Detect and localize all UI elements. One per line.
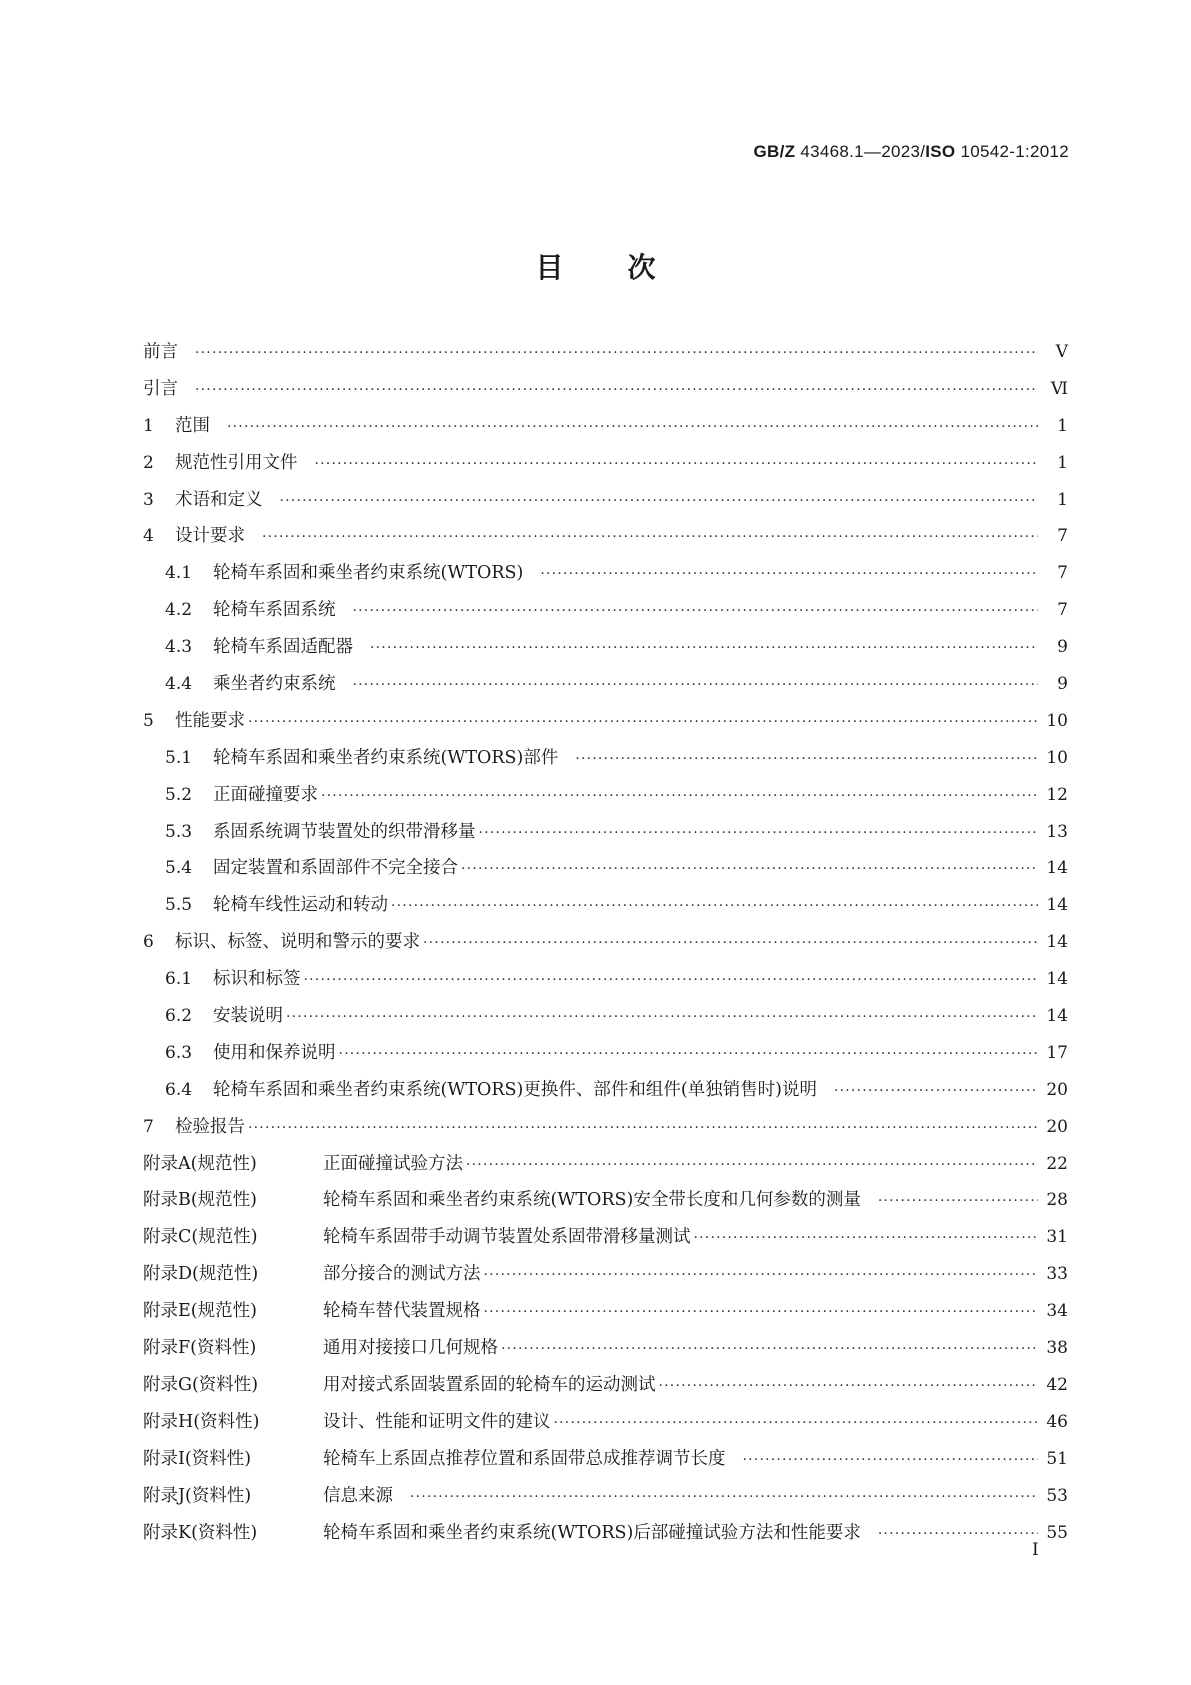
toc-entry-number: 6.2 bbox=[165, 1006, 193, 1027]
toc-subsection-entry[interactable] bbox=[143, 559, 1068, 596]
toc-annex-label: 附录C(规范性) bbox=[143, 1227, 258, 1248]
toc-entry-number: 6 bbox=[143, 932, 154, 953]
table-of-contents bbox=[143, 338, 1068, 1555]
toc-entry-title: 标识和标签 bbox=[213, 969, 301, 990]
toc-page-number: 14 bbox=[1046, 1006, 1068, 1027]
toc-annex-label: 附录K(资料性) bbox=[143, 1522, 258, 1543]
toc-subsection-entry[interactable] bbox=[143, 1039, 1068, 1076]
toc-annex-entry[interactable] bbox=[143, 1223, 1068, 1260]
toc-entry-title: 正面碰撞试验方法 bbox=[323, 1153, 463, 1174]
toc-subsection-entry[interactable] bbox=[143, 854, 1068, 891]
toc-dot-leader bbox=[540, 566, 1038, 582]
toc-entry-number: 4.2 bbox=[165, 600, 193, 621]
toc-entry-number: 7 bbox=[143, 1116, 154, 1137]
toc-entry-title: 术语和定义 bbox=[175, 489, 263, 510]
toc-entry[interactable] bbox=[143, 449, 1068, 486]
toc-page-number: 13 bbox=[1046, 821, 1068, 842]
toc-dot-leader bbox=[575, 751, 1038, 767]
toc-subsection-entry[interactable] bbox=[143, 965, 1068, 1002]
toc-entry[interactable] bbox=[143, 338, 1068, 375]
toc-entry-title: 信息来源 bbox=[323, 1485, 393, 1506]
toc-dot-leader bbox=[410, 1489, 1038, 1505]
toc-entry-title: 轮椅车系固系统 bbox=[213, 600, 336, 621]
toc-dot-leader bbox=[227, 419, 1038, 435]
toc-entry-number: 5.1 bbox=[165, 747, 193, 768]
toc-dot-leader bbox=[248, 1120, 1038, 1136]
toc-entry-title: 规范性引用文件 bbox=[175, 452, 298, 473]
toc-subsection-entry[interactable] bbox=[143, 633, 1068, 670]
toc-entry-number: 4.4 bbox=[165, 674, 193, 695]
toc-entry-number: 5.2 bbox=[165, 784, 193, 805]
toc-entry-title: 轮椅车替代装置规格 bbox=[323, 1301, 481, 1322]
toc-annex-label: 附录B(规范性) bbox=[143, 1190, 258, 1211]
toc-subsection-entry[interactable] bbox=[143, 596, 1068, 633]
toc-subsection-entry[interactable] bbox=[143, 1076, 1068, 1113]
toc-dot-leader bbox=[339, 1046, 1039, 1062]
toc-dot-leader bbox=[280, 493, 1039, 509]
toc-entry-title: 轮椅车上系固点推荐位置和系固带总成推荐调节长度 bbox=[323, 1448, 726, 1469]
toc-entry-title: 范围 bbox=[175, 415, 210, 436]
toc-page-number: 14 bbox=[1046, 969, 1068, 990]
toc-page-number: 7 bbox=[1057, 563, 1068, 584]
toc-entry-number: 4 bbox=[143, 526, 154, 547]
toc-entry-title: 固定装置和系固部件不完全接合 bbox=[213, 858, 458, 879]
toc-annex-label: 附录A(规范性) bbox=[143, 1153, 257, 1174]
toc-subsection-entry[interactable] bbox=[143, 670, 1068, 707]
toc-annex-entry[interactable] bbox=[143, 1445, 1068, 1482]
toc-annex-entry[interactable] bbox=[143, 1371, 1068, 1408]
toc-entry-title: 轮椅车系固适配器 bbox=[213, 637, 353, 658]
toc-dot-leader bbox=[315, 456, 1039, 472]
toc-entry[interactable] bbox=[143, 486, 1068, 523]
toc-page-number: 33 bbox=[1046, 1264, 1068, 1285]
toc-entry[interactable] bbox=[143, 707, 1068, 744]
toc-dot-leader bbox=[353, 603, 1039, 619]
toc-page-number: 53 bbox=[1046, 1485, 1068, 1506]
toc-dot-leader bbox=[878, 1526, 1038, 1542]
toc-subsection-entry[interactable] bbox=[143, 1002, 1068, 1039]
toc-page-number: 9 bbox=[1057, 637, 1068, 658]
toc-page-number: 1 bbox=[1057, 415, 1068, 436]
toc-entry[interactable] bbox=[143, 1113, 1068, 1150]
toc-dot-leader bbox=[286, 1009, 1038, 1025]
toc-entry-number: 6.1 bbox=[165, 969, 193, 990]
toc-entry[interactable] bbox=[143, 375, 1068, 412]
toc-entry-title: 前言 bbox=[143, 342, 178, 362]
toc-dot-leader bbox=[304, 972, 1039, 988]
toc-page-number: 7 bbox=[1057, 600, 1068, 621]
toc-annex-label: 附录E(规范性) bbox=[143, 1301, 257, 1322]
toc-entry-title: 检验报告 bbox=[175, 1116, 245, 1137]
toc-page-number: 38 bbox=[1046, 1338, 1068, 1359]
toc-dot-leader bbox=[423, 935, 1038, 951]
toc-page-number: 20 bbox=[1046, 1079, 1068, 1100]
toc-dot-leader bbox=[479, 825, 1039, 841]
page-title: 目次 bbox=[535, 251, 720, 284]
toc-entry-title: 设计要求 bbox=[175, 526, 245, 547]
toc-entry-title: 轮椅车系固和乘坐者约束系统(WTORS)更换件、部件和组件(单独销售时)说明 bbox=[213, 1079, 817, 1100]
toc-annex-entry[interactable] bbox=[143, 1297, 1068, 1334]
toc-entry-number: 6.3 bbox=[165, 1042, 193, 1063]
document-code bbox=[754, 142, 1069, 162]
toc-entry[interactable] bbox=[143, 522, 1068, 559]
toc-entry-title: 轮椅车系固和乘坐者约束系统(WTORS)部件 bbox=[213, 747, 559, 768]
toc-dot-leader bbox=[370, 640, 1038, 656]
toc-dot-leader bbox=[554, 1415, 1039, 1431]
toc-dot-leader bbox=[501, 1341, 1038, 1357]
toc-entry-title: 乘坐者约束系统 bbox=[213, 674, 336, 695]
toc-dot-leader bbox=[391, 898, 1038, 914]
toc-dot-leader bbox=[466, 1157, 1038, 1173]
toc-subsection-entry[interactable] bbox=[143, 891, 1068, 928]
document-code-iso-number: 10542-1:2012 bbox=[955, 142, 1069, 161]
toc-entry-number: 3 bbox=[143, 489, 154, 510]
toc-annex-label: 附录D(规范性) bbox=[143, 1264, 259, 1285]
toc-entry[interactable] bbox=[143, 928, 1068, 965]
toc-entry-title: 性能要求 bbox=[175, 710, 245, 731]
toc-page-number: 9 bbox=[1057, 674, 1068, 695]
toc-annex-entry[interactable] bbox=[143, 1334, 1068, 1371]
toc-annex-label: 附录I(资料性) bbox=[143, 1448, 252, 1469]
toc-entry-number: 5.4 bbox=[165, 858, 193, 879]
toc-annex-entry[interactable] bbox=[143, 1408, 1068, 1445]
toc-dot-leader bbox=[262, 529, 1038, 545]
toc-dot-leader bbox=[195, 345, 1038, 361]
toc-dot-leader bbox=[694, 1230, 1039, 1246]
toc-page-number: 55 bbox=[1046, 1522, 1068, 1543]
toc-page-number: 12 bbox=[1046, 784, 1068, 805]
toc-entry[interactable] bbox=[143, 412, 1068, 449]
toc-page-number: 22 bbox=[1046, 1153, 1068, 1174]
toc-annex-label: 附录F(资料性) bbox=[143, 1338, 257, 1359]
toc-page-number: 42 bbox=[1046, 1374, 1068, 1395]
toc-annex-label: 附录J(资料性) bbox=[143, 1485, 252, 1506]
toc-entry-number: 6.4 bbox=[165, 1079, 193, 1100]
toc-entry-title: 部分接合的测试方法 bbox=[323, 1264, 481, 1285]
toc-entry-title: 引言 bbox=[143, 378, 178, 399]
toc-entry-title: 轮椅车线性运动和转动 bbox=[213, 895, 388, 916]
toc-dot-leader bbox=[878, 1193, 1038, 1209]
toc-page-number: 14 bbox=[1046, 858, 1068, 879]
toc-page-number: 10 bbox=[1046, 747, 1068, 768]
toc-entry-title: 标识、标签、说明和警示的要求 bbox=[175, 932, 420, 953]
toc-annex-entry[interactable] bbox=[143, 1260, 1068, 1297]
toc-annex-label: 附录G(资料性) bbox=[143, 1374, 259, 1395]
toc-dot-leader bbox=[834, 1083, 1038, 1099]
toc-dot-leader bbox=[743, 1452, 1039, 1468]
toc-page-number: 14 bbox=[1046, 895, 1068, 916]
toc-page-number: 46 bbox=[1046, 1411, 1068, 1432]
toc-page-number: 28 bbox=[1046, 1190, 1068, 1211]
document-code-number: 43468.1—2023/ bbox=[795, 142, 926, 161]
toc-subsection-entry[interactable] bbox=[143, 781, 1068, 818]
toc-entry-title: 设计、性能和证明文件的建议 bbox=[323, 1411, 551, 1432]
toc-entry-title: 轮椅车系固和乘坐者约束系统(WTORS)后部碰撞试验方法和性能要求 bbox=[323, 1522, 861, 1543]
toc-entry-number: 5.5 bbox=[165, 895, 193, 916]
toc-page-number: 1 bbox=[1057, 452, 1068, 473]
toc-entry-number: 1 bbox=[143, 415, 154, 436]
toc-page-number: Ⅵ bbox=[1050, 378, 1068, 399]
toc-page-number: 10 bbox=[1046, 710, 1068, 731]
toc-dot-leader bbox=[484, 1267, 1039, 1283]
toc-annex-entry[interactable] bbox=[143, 1186, 1068, 1223]
toc-entry-number: 5.3 bbox=[165, 821, 193, 842]
toc-entry-number: 2 bbox=[143, 452, 154, 473]
toc-page-number: Ⅴ bbox=[1055, 342, 1068, 362]
toc-page-number: 7 bbox=[1057, 526, 1068, 547]
toc-subsection-entry[interactable] bbox=[143, 818, 1068, 855]
toc-dot-leader bbox=[195, 382, 1038, 398]
toc-page-number: 20 bbox=[1046, 1116, 1068, 1137]
toc-entry-number: 4.3 bbox=[165, 637, 193, 658]
toc-annex-label: 附录H(资料性) bbox=[143, 1411, 260, 1432]
toc-entry-title: 使用和保养说明 bbox=[213, 1042, 336, 1063]
toc-entry-title: 安装说明 bbox=[213, 1006, 283, 1027]
toc-dot-leader bbox=[484, 1304, 1039, 1320]
toc-page-number: 1 bbox=[1057, 489, 1068, 510]
toc-entry-title: 系固系统调节装置处的织带滑移量 bbox=[213, 821, 476, 842]
toc-dot-leader bbox=[248, 714, 1038, 730]
toc-entry-number: 5 bbox=[143, 710, 154, 731]
toc-page-number: 17 bbox=[1046, 1042, 1068, 1063]
toc-page-number: 51 bbox=[1046, 1448, 1068, 1469]
toc-page-number: 34 bbox=[1046, 1301, 1068, 1322]
toc-dot-leader bbox=[659, 1378, 1039, 1394]
toc-subsection-entry[interactable] bbox=[143, 744, 1068, 781]
toc-entry-title: 用对接式系固装置系固的轮椅车的运动测试 bbox=[323, 1374, 656, 1395]
toc-annex-entry[interactable] bbox=[143, 1150, 1068, 1187]
page-number: Ⅰ bbox=[1032, 1540, 1039, 1560]
toc-annex-entry[interactable] bbox=[143, 1519, 1068, 1556]
toc-annex-entry[interactable] bbox=[143, 1482, 1068, 1519]
document-code-prefix: GB/Z bbox=[753, 142, 796, 161]
toc-dot-leader bbox=[321, 788, 1038, 804]
toc-dot-leader bbox=[461, 861, 1038, 877]
toc-entry-title: 轮椅车系固和乘坐者约束系统(WTORS)安全带长度和几何参数的测量 bbox=[323, 1190, 861, 1211]
toc-entry-title: 轮椅车系固带手动调节装置处系固带滑移量测试 bbox=[323, 1227, 691, 1248]
toc-entry-title: 轮椅车系固和乘坐者约束系统(WTORS) bbox=[213, 563, 524, 584]
toc-page-number: 31 bbox=[1046, 1227, 1068, 1248]
toc-page-number: 14 bbox=[1046, 932, 1068, 953]
toc-entry-number: 4.1 bbox=[165, 563, 193, 584]
document-code-iso: ISO bbox=[925, 142, 956, 161]
toc-dot-leader bbox=[353, 677, 1039, 693]
toc-entry-title: 正面碰撞要求 bbox=[213, 784, 318, 805]
toc-entry-title: 通用对接接口几何规格 bbox=[323, 1338, 498, 1359]
